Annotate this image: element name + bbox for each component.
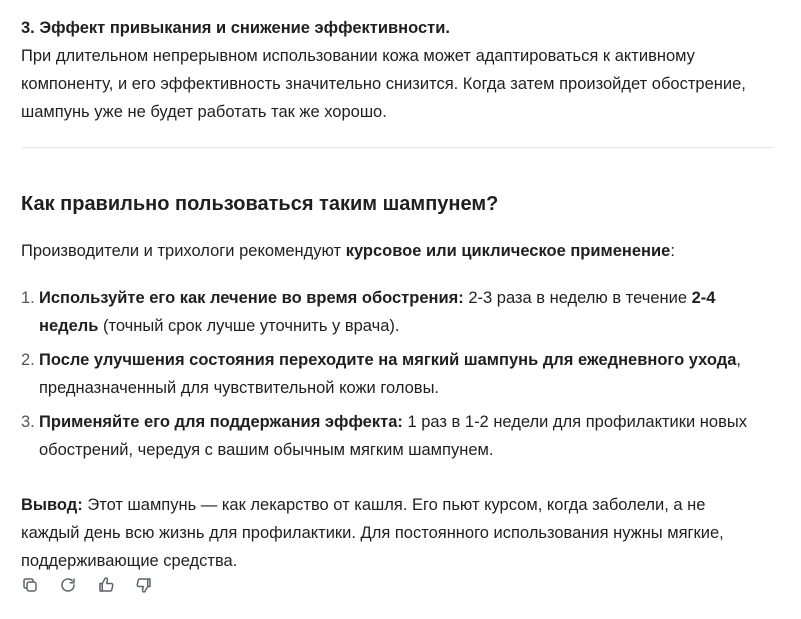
divider: [21, 147, 773, 148]
thumbs-up-button[interactable]: [96, 575, 116, 595]
copy-button[interactable]: [20, 575, 40, 595]
message-actions: [20, 575, 154, 595]
conclusion-paragraph: [21, 491, 761, 575]
message-content: [21, 14, 781, 570]
step-bold: Применяйте его для поддержания эффекта:: [39, 413, 403, 431]
section-heading: 3. Эффект привыкания и снижение эффективности.: [21, 19, 450, 37]
thumbs-down-icon: [135, 576, 153, 594]
step-text: 2-3 раза в неделю в течение: [463, 289, 692, 307]
copy-icon: [21, 576, 39, 594]
step-bold: Используйте его как лечение во время обострения:: [39, 289, 464, 307]
list-number: 1.: [21, 289, 35, 307]
thumbs-down-button[interactable]: [134, 575, 154, 595]
list-item: [21, 346, 761, 402]
step-bold: После улучшения состояния переходите на мягкий шампунь для ежедневного ухода: [39, 351, 737, 369]
list-item: [21, 408, 761, 464]
section-body: При длительном непрерывном использовании кожа может адаптироваться к активному компоненту, и его эффективность значительно снизится. Когда затем произойдет обострение, шампунь уже не будет работать так же хорошо.: [21, 47, 746, 121]
list-item: [21, 284, 761, 340]
step-text-tail: (точный срок лучше уточнить у врача).: [98, 317, 400, 335]
thumbs-up-icon: [97, 576, 115, 594]
step-text: , предназначенный для чувствительной кожи головы.: [39, 351, 741, 397]
section-title: Как правильно пользоваться таким шампунем?: [21, 193, 499, 215]
list-number: 3.: [21, 413, 35, 431]
intro-suffix: :: [670, 242, 675, 260]
intro-paragraph: [21, 237, 675, 265]
conclusion-text: Этот шампунь — как лекарство от кашля. Его пьют курсом, когда заболели, а не каждый день всю жизнь для профилактики. Для постоянного использования нужны мягкие, поддерживающие средства.: [21, 496, 724, 570]
step-text: 1 раз в 1-2 недели для профилактики новых обострений, чередуя с вашим обычным мягким шампунем.: [39, 413, 747, 459]
step-bold-duration: 2-4 недель: [39, 289, 716, 335]
steps-list: [21, 284, 761, 470]
list-number: 2.: [21, 351, 35, 369]
intro-prefix: Производители и трихологи рекомендуют: [21, 242, 346, 260]
regenerate-button[interactable]: [58, 575, 78, 595]
intro-bold: курсовое или циклическое применение: [345, 242, 671, 260]
regenerate-icon: [59, 576, 77, 594]
conclusion-label: Вывод:: [21, 496, 83, 514]
